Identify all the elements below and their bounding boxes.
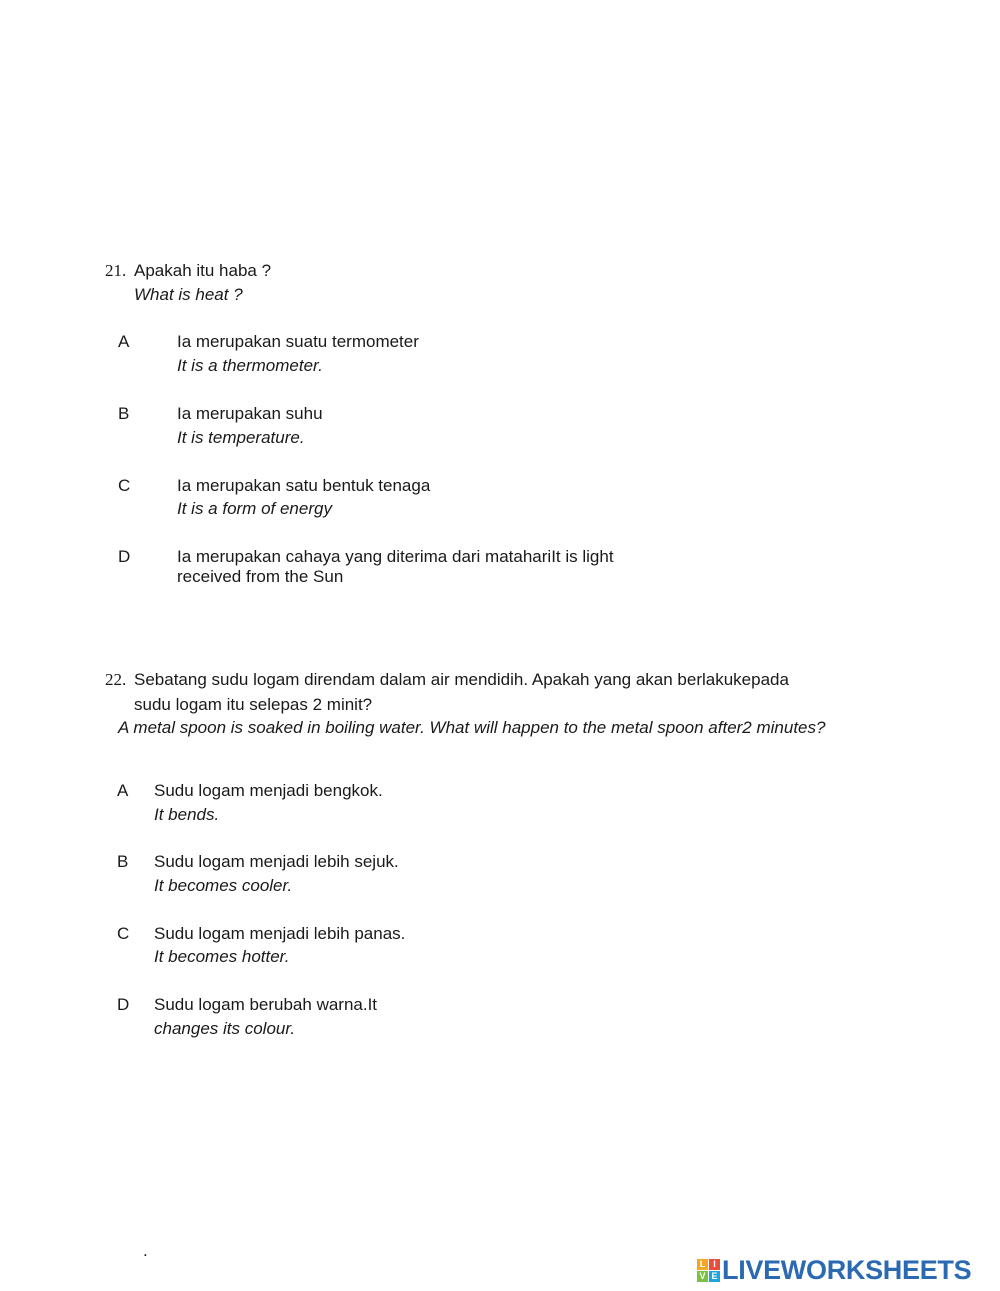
question-text-ms: Apakah itu haba ?	[134, 261, 272, 280]
option-text-en: It is temperature.	[177, 428, 305, 447]
option-letter: A	[118, 332, 130, 351]
option-text-ms: Sudu logam menjadi lebih panas.	[154, 924, 406, 943]
option-letter: D	[118, 547, 131, 566]
question-text-ms-line1: Sebatang sudu logam direndam dalam air mendidih. Apakah yang akan berlakukepada	[134, 670, 789, 689]
option-text-en: It is a form of energy	[177, 499, 332, 518]
option-text-ms: Ia merupakan satu bentuk tenaga	[177, 476, 431, 495]
option-text-ms: Ia merupakan suatu termometer	[177, 332, 419, 351]
option-letter: A	[117, 781, 129, 800]
option-text-en: It becomes cooler.	[154, 876, 293, 895]
option-text-en: It bends.	[154, 805, 220, 824]
question-number: 21.	[105, 261, 127, 280]
option-text-ms: Sudu logam menjadi lebih sejuk.	[154, 852, 399, 871]
question-text-ms-line2: sudu logam itu selepas 2 minit?	[134, 695, 373, 714]
option-letter: C	[118, 476, 131, 495]
option-text-ms: Sudu logam menjadi bengkok.	[154, 781, 383, 800]
option-letter: B	[117, 852, 129, 871]
logo-text: LIVEWORKSHEETS	[722, 1254, 972, 1285]
option-letter: B	[118, 404, 130, 423]
option-text-ms: Ia merupakan cahaya yang diterima dari matahariIt is light	[177, 547, 614, 566]
option-text-en: It becomes hotter.	[154, 947, 290, 966]
option-letter: C	[117, 924, 130, 943]
logo-block: E	[709, 1271, 720, 1282]
option-text-en: changes its colour.	[154, 1019, 296, 1038]
option-text-ms: Sudu logam berubah warna.It	[154, 995, 378, 1014]
option-letter: D	[117, 995, 130, 1014]
question-text-en: What is heat ?	[134, 285, 243, 304]
option-text-ms: Ia merupakan suhu	[177, 404, 323, 423]
option-text-en: received from the Sun	[177, 567, 344, 586]
question-number: 22.	[105, 670, 127, 689]
logo-blocks-icon	[697, 1259, 720, 1282]
liveworksheets-logo[interactable]	[697, 1255, 971, 1285]
question-text-en: A metal spoon is soaked in boiling water. What will happen to the metal spoon after2 minutes?	[118, 718, 826, 737]
footer-dot: .	[143, 1241, 148, 1260]
logo-block: L	[697, 1259, 708, 1270]
logo-block: V	[697, 1271, 708, 1282]
option-text-en: It is a thermometer.	[177, 356, 323, 375]
logo-block: I	[709, 1259, 720, 1270]
